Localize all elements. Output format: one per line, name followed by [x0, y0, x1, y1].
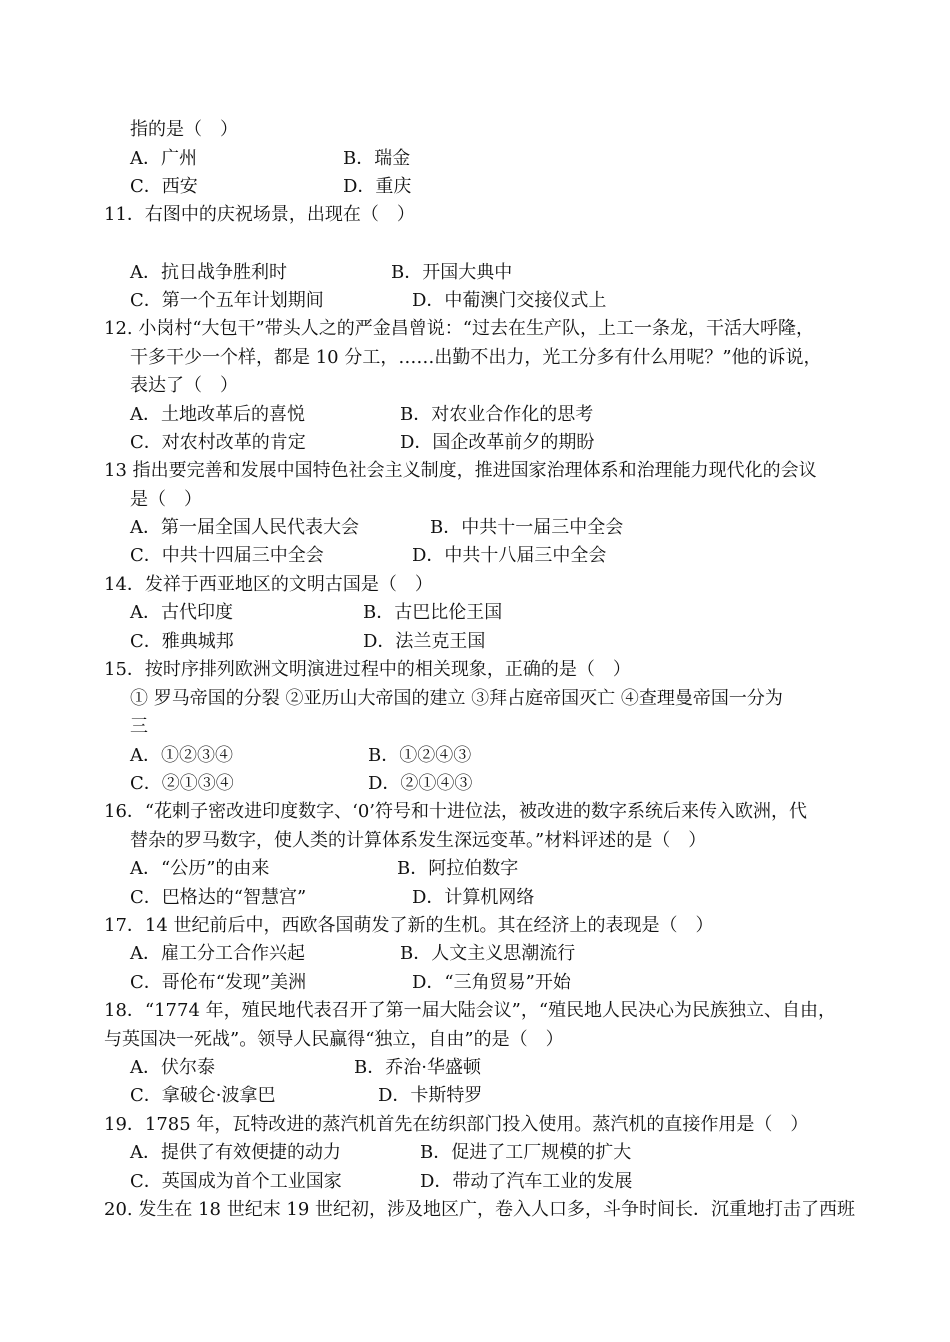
q19-option-a: A．提供了有效便捷的动力: [130, 1142, 341, 1163]
question-13-stem-line2: 是（ ）: [130, 489, 202, 510]
q11-option-b: B．开国大典中: [391, 262, 513, 283]
question-15-stem: 15．按时序排列欧洲文明演进过程中的相关现象，正确的是（ ）: [104, 659, 631, 680]
question-12-stem-line3: 表达了（ ）: [130, 375, 238, 396]
question-10-stem-tail: 指的是（ ）: [130, 119, 238, 140]
q10-option-b: B．瑞金: [343, 148, 411, 169]
q10-option-c: C．西安: [130, 176, 198, 197]
q12-option-b: B．对农业合作化的思考: [400, 404, 594, 425]
question-18-stem-line1: 18．“1774 年，殖民地代表召开了第一届大陆会议”，“殖民地人民决心为民族独立、自由，: [104, 1000, 837, 1021]
q16-option-d: D．计算机网络: [412, 887, 535, 908]
q17-option-a: A．雇工分工合作兴起: [130, 943, 305, 964]
q18-option-b: B．乔治·华盛顿: [354, 1057, 481, 1078]
q18-option-c: C．拿破仑·波拿巴: [130, 1085, 276, 1106]
question-20-stem: 20. 发生在 18 世纪末 19 世纪初，涉及地区广，卷入人口多，斗争时间长．沉重地打击了西班: [104, 1199, 856, 1220]
q14-option-c: C．雅典城邦: [130, 631, 234, 652]
q15-option-c: C．②①③④: [130, 773, 234, 794]
q15-option-b: B．①②④③: [368, 745, 472, 766]
q13-option-a: A．第一届全国人民代表大会: [130, 517, 359, 538]
q17-option-b: B．人文主义思潮流行: [400, 943, 576, 964]
q17-option-d: D．“三角贸易”开始: [412, 972, 571, 993]
q16-option-a: A．“公历”的由来: [130, 858, 270, 879]
question-16-stem-line2: 替杂的罗马数字，使人类的计算体系发生深远变革。”材料评述的是（ ）: [130, 830, 707, 851]
q12-option-a: A．土地改革后的喜悦: [130, 404, 305, 425]
q16-option-b: B．阿拉伯数字: [397, 858, 519, 879]
q10-option-d: D．重庆: [343, 176, 412, 197]
q19-option-d: D．带动了汽车工业的发展: [420, 1171, 633, 1192]
q14-option-b: B．古巴比伦王国: [363, 602, 503, 623]
question-17-stem: 17．14 世纪前后中，西欧各国萌发了新的生机。其在经济上的表现是（ ）: [104, 915, 714, 936]
question-16-stem-line1: 16．“花剌子密改进印度数字、‘0’符号和十进位法，被改进的数字系统后来传入欧洲，代: [104, 801, 807, 822]
q11-option-a: A．抗日战争胜利时: [130, 262, 287, 283]
q17-option-c: C．哥伦布“发现”美洲: [130, 972, 307, 993]
question-15-statements-line1: ① 罗马帝国的分裂 ②亚历山大帝国的建立 ③拜占庭帝国灭亡 ④查理曼帝国一分为: [130, 688, 783, 709]
question-19-stem: 19．1785 年，瓦特改进的蒸汽机首先在纺织部门投入使用。蒸汽机的直接作用是（ ）: [104, 1114, 809, 1135]
q18-option-a: A．伏尔泰: [130, 1057, 215, 1078]
question-15-statements-line2: 三: [130, 716, 148, 737]
q12-option-c: C．对农村改革的肯定: [130, 432, 306, 453]
question-11-stem: 11．右图中的庆祝场景，出现在（ ）: [104, 204, 415, 225]
q12-option-d: D．国企改革前夕的期盼: [400, 432, 595, 453]
q19-option-b: B．促进了工厂规模的扩大: [420, 1142, 632, 1163]
question-13-stem-line1: 13 指出要完善和发展中国特色社会主义制度，推进国家治理体系和治理能力现代化的会议: [104, 460, 817, 481]
q11-option-d: D．中葡澳门交接仪式上: [412, 290, 607, 311]
q15-option-d: D．②①④③: [368, 773, 473, 794]
q13-option-d: D．中共十八届三中全会: [412, 545, 607, 566]
q15-option-a: A．①②③④: [130, 745, 233, 766]
q13-option-c: C．中共十四届三中全会: [130, 545, 324, 566]
q13-option-b: B．中共十一届三中全会: [430, 517, 624, 538]
q14-option-a: A．古代印度: [130, 602, 233, 623]
question-12-stem-line2: 干多干少一个样，都是 10 分工，……出勤不出力，光工分多有什么用呢？”他的诉说，: [130, 347, 822, 368]
q16-option-c: C．巴格达的“智慧宫”: [130, 887, 307, 908]
q10-option-a: A．广州: [130, 148, 197, 169]
question-14-stem: 14．发祥于西亚地区的文明古国是（ ）: [104, 574, 433, 595]
question-12-stem-line1: 12. 小岗村“大包干”带头人之的严金昌曾说：“过去在生产队，上工一条龙，干活大呼隆，: [104, 318, 814, 339]
q11-option-c: C．第一个五年计划期间: [130, 290, 324, 311]
q14-option-d: D．法兰克王国: [363, 631, 486, 652]
question-18-stem-line2: 与英国决一死战”。领导人民赢得“独立，自由”的是（ ）: [104, 1029, 564, 1050]
q18-option-d: D．卡斯特罗: [378, 1085, 483, 1106]
q19-option-c: C．英国成为首个工业国家: [130, 1171, 342, 1192]
